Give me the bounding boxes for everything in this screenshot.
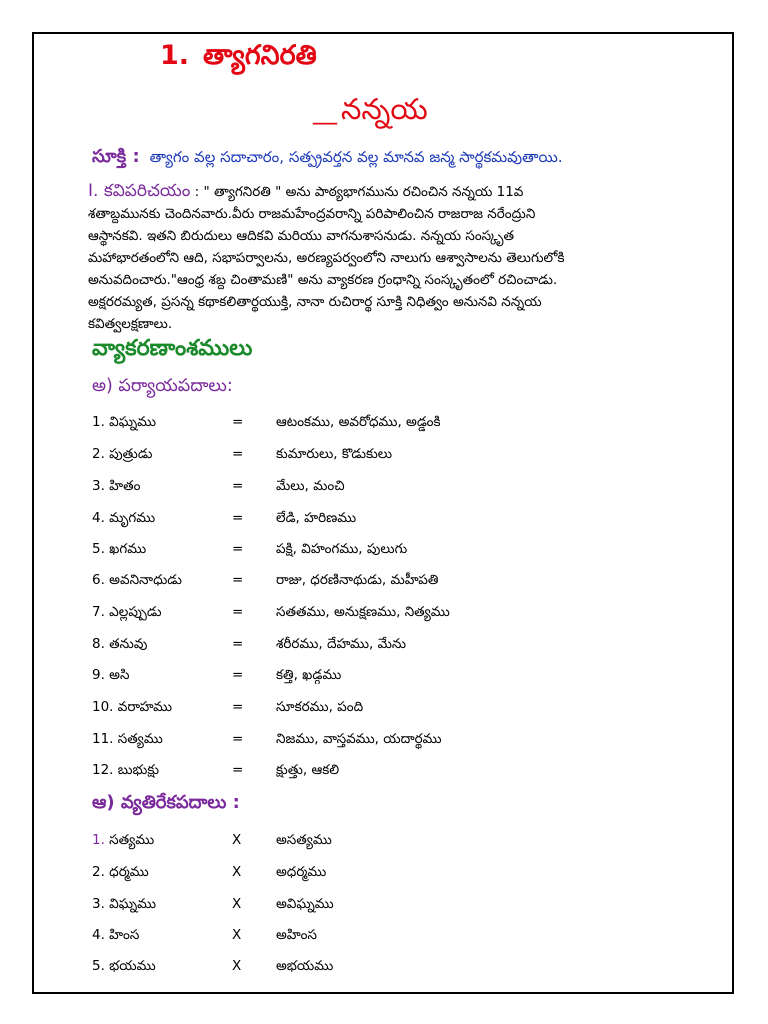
antonym-word: ధర్మము bbox=[104, 864, 149, 880]
synonym-meaning: కత్తి, ఖడ్గము bbox=[276, 667, 342, 683]
antonym-word: విఘ్నము bbox=[104, 896, 157, 912]
antonym-word: హింస bbox=[104, 927, 140, 943]
lesson-title-text: త్యాగనిరతి bbox=[203, 40, 317, 71]
synonym-meaning: ఆటంకము, అవరోధము, అడ్డంకి bbox=[276, 414, 441, 430]
equals-sign: = bbox=[232, 731, 244, 747]
synonym-meaning: రాజు, ధరణినాథుడు, మహీపతి bbox=[276, 572, 439, 588]
equals-sign: = bbox=[232, 762, 244, 778]
synonym-meaning: శరీరము, దేహము, మేను bbox=[276, 636, 406, 652]
synonym-word: 11. సత్యము bbox=[92, 731, 163, 747]
antonym-number: 5. bbox=[92, 958, 105, 974]
synonym-word: 2. పుత్రుడు bbox=[92, 446, 153, 462]
antonym-number: 3. bbox=[92, 896, 105, 912]
intro-line: శతాబ్దమునకు చెందినవారు.వీరు రాజమహేంద్రవరాన్ని పరిపాలించిన రాజరాజ నరేంద్రుని bbox=[88, 206, 536, 222]
synonym-meaning: క్షుత్తు, ఆకలి bbox=[276, 762, 340, 778]
antonym-opposite: అహింస bbox=[276, 927, 317, 943]
synonym-meaning: సతతము, అనుక్షణము, నిత్యము bbox=[276, 604, 450, 620]
synonym-word: 1. విఘ్నము bbox=[92, 414, 157, 430]
intro-line: మహాభారతంలోని ఆది, సభాపర్వాలను, అరణ్యపర్వంలోని నాలుగు ఆశ్వాసాలను తెలుగులోకి bbox=[88, 250, 565, 266]
synonym-word: 9. అసి bbox=[92, 667, 130, 683]
antonym-word: భయము bbox=[104, 958, 156, 974]
author-name: నన్నయ bbox=[341, 92, 428, 126]
intro-heading: I. కవిపరిచయం bbox=[88, 181, 191, 201]
synonym-word: 4. మృగము bbox=[92, 510, 156, 526]
synonym-word: 6. అవనినాధుడు bbox=[92, 572, 182, 588]
equals-sign: = bbox=[232, 604, 244, 620]
equals-sign: = bbox=[232, 572, 244, 588]
equals-sign: = bbox=[232, 541, 244, 557]
lesson-number: 1. bbox=[160, 40, 190, 71]
author-dash: __ bbox=[313, 97, 337, 125]
intro-line: అక్షరరమ్యత, ప్రసన్న కథాకలితార్థయుక్తి, నానా రుచిరార్థ సూక్తి నిధిత్వం అనునవి నన్నయ bbox=[88, 294, 542, 310]
synonym-word: 3. హితం bbox=[92, 478, 141, 494]
equals-sign: = bbox=[232, 414, 244, 430]
cross-sign: X bbox=[232, 896, 242, 912]
synonym-word: 10. వరాహము bbox=[92, 699, 173, 715]
lesson-title bbox=[160, 40, 317, 78]
cross-sign: X bbox=[232, 864, 242, 880]
synonym-meaning: లేడి, హరిణము bbox=[276, 510, 357, 526]
synonym-word: 7. ఎల్లప్పుడు bbox=[92, 604, 162, 620]
cross-sign: X bbox=[232, 927, 242, 943]
intro-line: కవిత్వలక్షణాలు. bbox=[88, 316, 173, 332]
intro-line: అనువదించారు."ఆంధ్ర శబ్ద చింతామణి" అను వ్యాకరణ గ్రంధాన్ని సంస్కృతంలో రచించాడు. bbox=[88, 272, 558, 288]
synonym-word: 5. ఖగము bbox=[92, 541, 147, 557]
antonym-opposite: అధర్మము bbox=[276, 864, 327, 880]
antonyms-heading: ఆ) వ్యతిరేకపదాలు : bbox=[92, 792, 240, 813]
antonym-opposite: అవిఘ్నము bbox=[276, 896, 334, 912]
sukthi-text: త్యాగం వల్ల సదాచారం, సత్ప్రవర్తన వల్ల మానవ జన్మ సార్థకమవుతాయి. bbox=[149, 148, 563, 166]
synonym-meaning: సూకరము, పంది bbox=[276, 699, 364, 715]
equals-sign: = bbox=[232, 478, 244, 494]
synonym-meaning: పక్షి, విహంగము, పులుగు bbox=[276, 541, 408, 557]
antonym-number: 1. bbox=[92, 832, 105, 848]
intro-line: : " త్యాగనిరతి " అను పాఠ్యభాగమును రచించిన నన్నయ 11వ bbox=[190, 184, 524, 200]
cross-sign: X bbox=[232, 832, 242, 848]
equals-sign: = bbox=[232, 636, 244, 652]
synonyms-heading: అ) పర్యాయపదాలు: bbox=[92, 376, 233, 396]
intro-line: ఆస్థానకవి. ఇతని బిరుదులు ఆదికవి మరియు వాగనుశాసనుడు. నన్నయ సంస్కృత bbox=[88, 228, 514, 244]
antonym-opposite: అభయము bbox=[276, 958, 334, 974]
synonym-word: 8. తనువు bbox=[92, 636, 148, 652]
synonym-meaning: మేలు, మంచి bbox=[276, 478, 345, 494]
synonym-meaning: కుమారులు, కొడుకులు bbox=[276, 446, 393, 462]
equals-sign: = bbox=[232, 510, 244, 526]
equals-sign: = bbox=[232, 667, 244, 683]
antonym-opposite: అసత్యము bbox=[276, 832, 332, 848]
synonym-word: 12. బుభుక్షు bbox=[92, 762, 160, 778]
grammar-heading: వ్యాకరణాంశములు bbox=[92, 336, 253, 361]
antonym-word: సత్యము bbox=[104, 832, 155, 848]
antonym-number: 4. bbox=[92, 927, 105, 943]
antonym-number: 2. bbox=[92, 864, 105, 880]
poet-introduction bbox=[88, 180, 728, 335]
equals-sign: = bbox=[232, 446, 244, 462]
sukthi-line bbox=[92, 146, 563, 171]
synonym-meaning: నిజము, వాస్తవము, యదార్థము bbox=[276, 731, 442, 747]
author-line bbox=[313, 92, 428, 134]
equals-sign: = bbox=[232, 699, 244, 715]
cross-sign: X bbox=[232, 958, 242, 974]
sukthi-label: సూక్తి : bbox=[92, 146, 140, 167]
